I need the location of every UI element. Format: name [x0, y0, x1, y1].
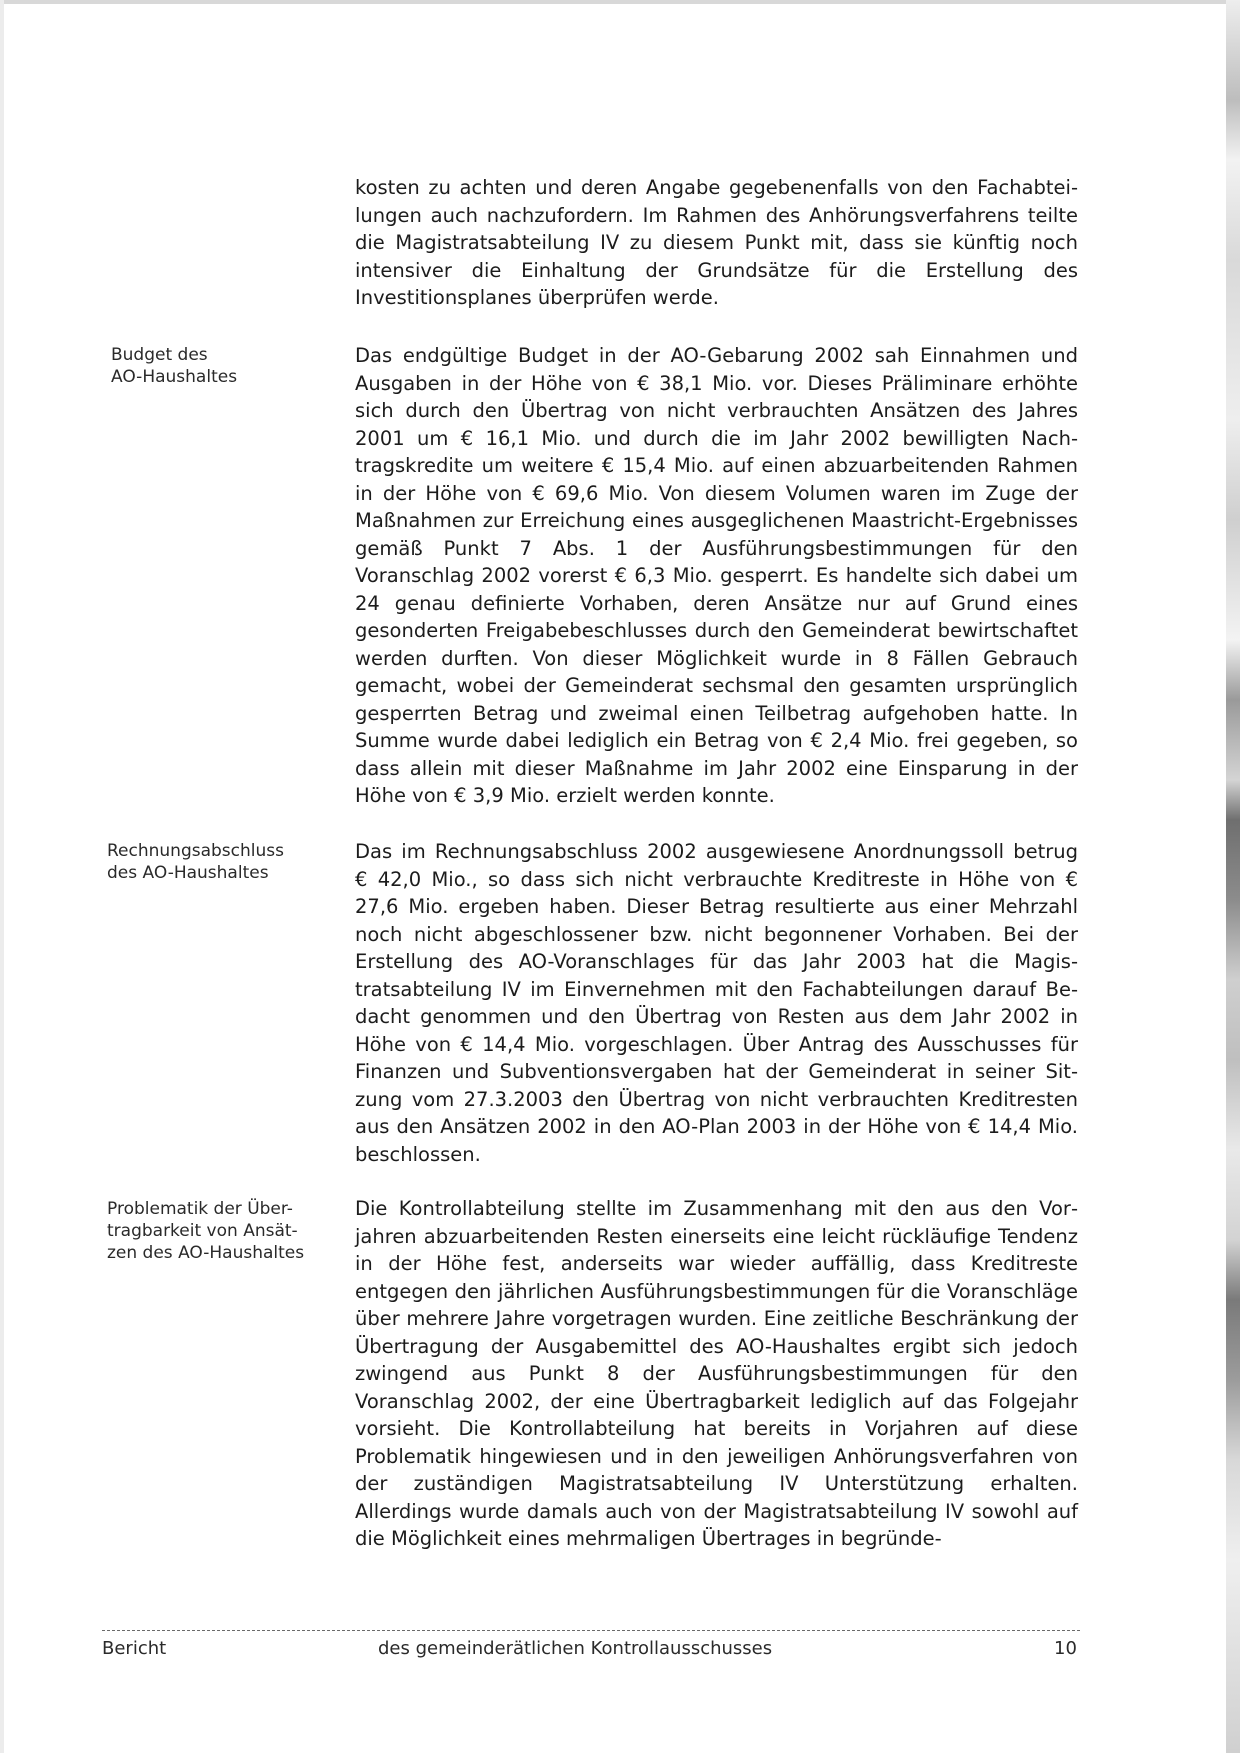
- side-label-line: Budget des: [111, 345, 208, 365]
- scan-edge-top: [0, 0, 1240, 4]
- footer-left: Bericht: [102, 1638, 167, 1659]
- side-label-line: tragbarkeit von Ansät-: [107, 1221, 298, 1241]
- page-number: 10: [1054, 1638, 1077, 1659]
- side-label-budget: [111, 344, 237, 388]
- side-label-rechnungsabschluss: [107, 840, 284, 884]
- paragraph-problematik: Die Kontrollabteilung stellte im Zusammenhang mit den aus den Vorjahren abzuarbeitenden Resten einerseits eine leicht rückläufige Tendenz in der Höhe fest, anderseits war wieder auffällig, dass Kreditreste entgegen den jährlichen Ausführungsbestimmungen für die Voranschläge über mehrere Jahre vorgetragen wurden. Eine zeitliche Beschränkung der Übertragung der Ausgabemittel des AO-Haushaltes ergibt sich jedoch zwingend aus Punkt 8 der Ausführungsbestimmungen für den Voranschlag 2002, der eine Übertragbarkeit lediglich auf das Folgejahr vorsieht. Die Kontrollabteilung hat bereits in Vorjahren auf diese Problematik hingewiesen und in den jeweiligen Anhörungsverfahren von der zuständigen Magistratsabteilung IV Unterstützung erhalten. Allerdings wurde damals auch von der Magistratsabteilung IV sowohl auf die Möglichkeit eines mehrmaligen Übertrages in begründe-: [355, 1197, 1078, 1550]
- paragraph-rechnungsabschluss: Das im Rechnungsabschluss 2002 ausgewiesene Anordnungssoll betrug € 42,0 Mio., so dass sich nicht verbrauchte Kreditreste in Höhe von € 27,6 Mio. ergeben haben. Dieser Betrag resultierte aus einer Mehrzahl noch nicht abgeschlossener bzw. nicht begonnener Vorhaben. Bei der Erstellung des AO-Voranschlages für das Jahr 2003 hat die Magistratsabteilung IV im Einvernehmen mit den Fachabteilungen darauf Bedacht genommen und den Übertrag von Resten aus dem Jahr 2002 in Höhe von € 14,4 Mio. vorgeschlagen. Über Antrag des Ausschusses für Finanzen und Subventionsvergaben hat der Gemeinderat in seiner Sitzung vom 27.3.2003 den Übertrag von nicht verbrauchten Kreditresten aus den Ansätzen 2002 in den AO-Plan 2003 in der Höhe von € 14,4 Mio. beschlossen.: [355, 840, 1078, 1166]
- scan-edge-right: [1226, 0, 1240, 1753]
- scan-edge-left: [0, 0, 4, 1753]
- side-label-line: des AO-Haushaltes: [107, 863, 269, 883]
- side-label-line: AO-Haushaltes: [111, 367, 238, 387]
- footer-divider: [102, 1630, 1080, 1631]
- paragraph-budget: Das endgültige Budget in der AO-Gebarung 2002 sah Einnahmen und Ausgaben in der Höhe von € 38,1 Mio. vor. Dieses Präliminare erhöhte sich durch den Übertrag von nicht verbrauchten Ansätzen des Jahres 2001 um € 16,1 Mio. und durch die im Jahr 2002 bewilligten Nachtragskredite um weitere € 15,4 Mio. auf einen abzuarbeitenden Rahmen in der Höhe von € 69,6 Mio. Von diesem Volumen waren im Zuge der Maßnahmen zur Erreichung eines ausgeglichenen Maastricht-Ergebnisses gemäß Punkt 7 Abs. 1 der Ausführungsbestimmungen für den Voranschlag 2002 vorerst € 6,3 Mio. gesperrt. Es handelte sich dabei um 24 genau definierte Vorhaben, deren Ansätze nur auf Grund eines gesonderten Freigabebeschlusses durch den Gemeinderat bewirtschaftet werden durften. Von dieser Möglichkeit wurde in 8 Fällen Gebrauch gemacht, wobei der Gemeinderat sechsmal den gesamten ursprünglich gesperrten Betrag und zweimal einen Teilbetrag aufgehoben hatte. In Summe wurde dabei lediglich ein Betrag von € 2,4 Mio. frei gegeben, so dass allein mit dieser Maßnahme im Jahr 2002 eine Einsparung in der Höhe von € 3,9 Mio. erzielt werden konnte.: [355, 344, 1078, 807]
- side-label-problematik: [107, 1198, 304, 1264]
- side-label-line: Rechnungsabschluss: [107, 841, 284, 861]
- footer-center: des gemeinderätlichen Kontrollausschusses: [378, 1638, 773, 1659]
- paragraph-investitionsplan: kosten zu achten und deren Angabe gegebenenfalls von den Fachabteilungen auch nachzufordern. Im Rahmen des Anhörungsverfahrens teilte die Magistratsabteilung IV zu diesem Punkt mit, dass sie künftig noch intensiver die Einhaltung der Grundsätze für die Erstellung des Investitionsplanes überprüfen werde.: [355, 176, 1078, 309]
- side-label-line: zen des AO-Haushaltes: [107, 1243, 305, 1263]
- side-label-line: Problematik der Über-: [107, 1199, 293, 1219]
